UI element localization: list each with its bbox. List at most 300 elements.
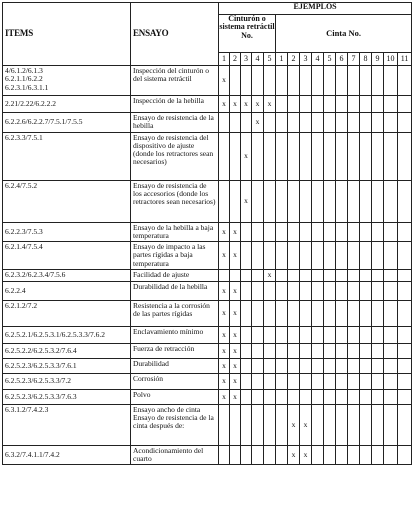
- mark-cell: [372, 269, 384, 281]
- mark-cell: [324, 300, 336, 326]
- mark-cell: [288, 389, 300, 404]
- mark-cell: [336, 389, 348, 404]
- mark-cell: [348, 373, 360, 389]
- mark-cell: [252, 389, 264, 404]
- mark-cell: [288, 300, 300, 326]
- mark-cell: [300, 242, 312, 270]
- mark-cell: x: [219, 281, 230, 300]
- mark-cell: [360, 242, 372, 270]
- row-ensayo: Ensayo de resistencia de los accesorios (donde los retractores sean necesarios): [131, 180, 219, 222]
- mark-cell: [398, 326, 412, 343]
- mark-cell: [276, 242, 288, 270]
- mark-cell: [264, 132, 276, 180]
- mark-cell: [276, 373, 288, 389]
- mark-cell: [241, 66, 252, 96]
- mark-cell: [348, 242, 360, 270]
- mark-cell: [372, 113, 384, 133]
- mark-cell: [312, 281, 324, 300]
- mark-cell: [312, 222, 324, 242]
- mark-cell: x: [288, 445, 300, 465]
- row-items: 2.21/2.22/6.2.2.2: [3, 96, 131, 113]
- mark-cell: [348, 389, 360, 404]
- mark-cell: [384, 96, 398, 113]
- mark-cell: [241, 358, 252, 373]
- mark-cell: [348, 300, 360, 326]
- mark-cell: x: [219, 326, 230, 343]
- mark-cell: [312, 180, 324, 222]
- mark-cell: [300, 269, 312, 281]
- mark-cell: [288, 281, 300, 300]
- mark-cell: [384, 343, 398, 358]
- mark-cell: [252, 343, 264, 358]
- mark-cell: x: [252, 96, 264, 113]
- mark-cell: [300, 300, 312, 326]
- mark-cell: [348, 358, 360, 373]
- mark-cell: [360, 222, 372, 242]
- mark-cell: [276, 222, 288, 242]
- column-number-cinta: 9: [372, 53, 384, 66]
- mark-cell: [300, 180, 312, 222]
- mark-cell: [398, 132, 412, 180]
- mark-cell: [384, 404, 398, 445]
- mark-cell: [252, 66, 264, 96]
- mark-cell: [348, 113, 360, 133]
- mark-cell: [398, 373, 412, 389]
- row-items: 6.2.5.2.2/6.2.5.3.2/7.6.4: [3, 343, 131, 358]
- table-row: [3, 326, 412, 343]
- mark-cell: [324, 404, 336, 445]
- mark-cell: [324, 66, 336, 96]
- mark-cell: [276, 445, 288, 465]
- mark-cell: [252, 300, 264, 326]
- mark-cell: [264, 373, 276, 389]
- mark-cell: [264, 326, 276, 343]
- mark-cell: [384, 180, 398, 222]
- row-ensayo: Enclavamiento mínimo: [131, 326, 219, 343]
- mark-cell: [252, 132, 264, 180]
- mark-cell: [219, 180, 230, 222]
- mark-cell: [348, 66, 360, 96]
- test-examples-table: [2, 2, 412, 465]
- mark-cell: x: [241, 96, 252, 113]
- header-items: ITEMS: [3, 3, 131, 66]
- mark-cell: [252, 404, 264, 445]
- mark-cell: [324, 389, 336, 404]
- column-number-cinturon: 2: [230, 53, 241, 66]
- mark-cell: [252, 445, 264, 465]
- mark-cell: [372, 242, 384, 270]
- table-row: [3, 404, 412, 445]
- mark-cell: [384, 358, 398, 373]
- mark-cell: x: [230, 222, 241, 242]
- mark-cell: [372, 132, 384, 180]
- mark-cell: [219, 132, 230, 180]
- table-row: [3, 389, 412, 404]
- row-items: 6.2.1.4/7.5.4: [3, 242, 131, 270]
- row-items: 6.2.5.2.3/6.2.5.3.3/7.6.1: [3, 358, 131, 373]
- mark-cell: [300, 132, 312, 180]
- mark-cell: [372, 358, 384, 373]
- mark-cell: [300, 326, 312, 343]
- row-items: 6.2.4/7.5.2: [3, 180, 131, 222]
- mark-cell: [300, 222, 312, 242]
- mark-cell: [398, 180, 412, 222]
- table-row: [3, 222, 412, 242]
- mark-cell: [288, 113, 300, 133]
- mark-cell: [360, 343, 372, 358]
- mark-cell: [372, 445, 384, 465]
- mark-cell: [276, 326, 288, 343]
- header-cinta: Cinta No.: [276, 15, 412, 53]
- row-ensayo: Ensayo de impacto a las partes rígidas a baja temperatura: [131, 242, 219, 270]
- mark-cell: [288, 373, 300, 389]
- mark-cell: [398, 113, 412, 133]
- mark-cell: [288, 222, 300, 242]
- mark-cell: [360, 445, 372, 465]
- header-ejemplos: EJEMPLOS: [219, 3, 412, 15]
- mark-cell: [241, 281, 252, 300]
- mark-cell: x: [219, 373, 230, 389]
- mark-cell: [384, 66, 398, 96]
- mark-cell: x: [252, 113, 264, 133]
- mark-cell: [312, 404, 324, 445]
- mark-cell: [398, 222, 412, 242]
- mark-cell: [384, 326, 398, 343]
- mark-cell: [336, 326, 348, 343]
- mark-cell: x: [241, 180, 252, 222]
- mark-cell: [288, 269, 300, 281]
- row-ensayo: Polvo: [131, 389, 219, 404]
- mark-cell: [264, 222, 276, 242]
- row-ensayo: Ensayo ancho de cinta Ensayo de resistencia de la cinta después de:: [131, 404, 219, 445]
- mark-cell: [336, 445, 348, 465]
- mark-cell: x: [219, 222, 230, 242]
- mark-cell: [398, 358, 412, 373]
- mark-cell: [312, 269, 324, 281]
- row-items: 6.2.3.3/7.5.1: [3, 132, 131, 180]
- mark-cell: [384, 389, 398, 404]
- mark-cell: [384, 373, 398, 389]
- row-items: 6.2.2.6/6.2.2.7/7.5.1/7.5.5: [3, 113, 131, 133]
- column-number-cinturon: 1: [219, 53, 230, 66]
- mark-cell: [360, 180, 372, 222]
- row-ensayo: Ensayo de resistencia de la hebilla: [131, 113, 219, 133]
- mark-cell: [384, 222, 398, 242]
- mark-cell: x: [219, 343, 230, 358]
- mark-cell: x: [230, 389, 241, 404]
- mark-cell: [241, 404, 252, 445]
- mark-cell: [324, 281, 336, 300]
- mark-cell: [372, 180, 384, 222]
- mark-cell: [252, 358, 264, 373]
- mark-cell: [360, 269, 372, 281]
- column-number-cinta: 7: [348, 53, 360, 66]
- mark-cell: [300, 66, 312, 96]
- mark-cell: [384, 242, 398, 270]
- mark-cell: [348, 445, 360, 465]
- table-row: [3, 300, 412, 326]
- table-row: [3, 66, 412, 96]
- row-ensayo: Facilidad de ajuste: [131, 269, 219, 281]
- mark-cell: [348, 180, 360, 222]
- mark-cell: [288, 242, 300, 270]
- column-number-cinta: 4: [312, 53, 324, 66]
- mark-cell: [300, 389, 312, 404]
- mark-cell: [360, 113, 372, 133]
- mark-cell: [372, 222, 384, 242]
- row-items: 4/6.1.2/6.1.3 6.2.1.1/6.2.2 6.2.3.1/6.3.1.1: [3, 66, 131, 96]
- mark-cell: [276, 269, 288, 281]
- table-row: [3, 269, 412, 281]
- mark-cell: [288, 96, 300, 113]
- mark-cell: [324, 96, 336, 113]
- row-items: 6.3.1.2/7.4.2.3: [3, 404, 131, 445]
- row-items: 6.3.2/7.4.1.1/7.4.2: [3, 445, 131, 465]
- column-number-cinturon: 3: [241, 53, 252, 66]
- mark-cell: [372, 373, 384, 389]
- header-cinturon: Cinturón o sistema retráctil No.: [219, 15, 276, 53]
- mark-cell: [336, 373, 348, 389]
- mark-cell: x: [241, 132, 252, 180]
- mark-cell: [219, 445, 230, 465]
- mark-cell: x: [230, 300, 241, 326]
- mark-cell: [372, 281, 384, 300]
- mark-cell: [324, 326, 336, 343]
- row-ensayo: Fuerza de retracción: [131, 343, 219, 358]
- mark-cell: [219, 113, 230, 133]
- mark-cell: [230, 404, 241, 445]
- mark-cell: x: [230, 96, 241, 113]
- mark-cell: [360, 389, 372, 404]
- mark-cell: [252, 281, 264, 300]
- mark-cell: [384, 132, 398, 180]
- mark-cell: [241, 269, 252, 281]
- mark-cell: x: [230, 343, 241, 358]
- mark-cell: [398, 96, 412, 113]
- column-number-cinta: 3: [300, 53, 312, 66]
- mark-cell: [336, 358, 348, 373]
- mark-cell: [276, 281, 288, 300]
- column-number-cinta: 10: [384, 53, 398, 66]
- mark-cell: x: [230, 281, 241, 300]
- mark-cell: [398, 66, 412, 96]
- mark-cell: [336, 300, 348, 326]
- mark-cell: [276, 358, 288, 373]
- mark-cell: [252, 222, 264, 242]
- mark-cell: [230, 445, 241, 465]
- mark-cell: [241, 113, 252, 133]
- mark-cell: [288, 132, 300, 180]
- mark-cell: [360, 358, 372, 373]
- column-number-cinta: 2: [288, 53, 300, 66]
- mark-cell: [372, 326, 384, 343]
- column-number-cinturon: 4: [252, 53, 264, 66]
- mark-cell: [252, 373, 264, 389]
- mark-cell: [324, 358, 336, 373]
- mark-cell: [398, 445, 412, 465]
- mark-cell: x: [300, 445, 312, 465]
- column-number-cinta: 1: [276, 53, 288, 66]
- column-number-cinta: 5: [324, 53, 336, 66]
- mark-cell: [336, 281, 348, 300]
- mark-cell: [252, 269, 264, 281]
- mark-cell: [276, 180, 288, 222]
- table-body: [3, 66, 412, 465]
- mark-cell: [372, 96, 384, 113]
- row-ensayo: Corrosión: [131, 373, 219, 389]
- mark-cell: [348, 222, 360, 242]
- mark-cell: x: [264, 96, 276, 113]
- mark-cell: [241, 389, 252, 404]
- mark-cell: x: [219, 96, 230, 113]
- mark-cell: [398, 389, 412, 404]
- row-ensayo: Durabilidad: [131, 358, 219, 373]
- table-row: [3, 242, 412, 270]
- row-ensayo: Durabilidad de la hebilla: [131, 281, 219, 300]
- mark-cell: x: [230, 326, 241, 343]
- mark-cell: [252, 326, 264, 343]
- table-row: [3, 96, 412, 113]
- row-ensayo: Ensayo de la hebilla a baja temperatura: [131, 222, 219, 242]
- mark-cell: [360, 404, 372, 445]
- mark-cell: [348, 132, 360, 180]
- mark-cell: [276, 96, 288, 113]
- mark-cell: [312, 242, 324, 270]
- mark-cell: [398, 281, 412, 300]
- mark-cell: [312, 300, 324, 326]
- row-ensayo: Acondicionamiento del cuarto: [131, 445, 219, 465]
- mark-cell: [300, 281, 312, 300]
- mark-cell: [372, 300, 384, 326]
- mark-cell: [324, 242, 336, 270]
- mark-cell: [264, 343, 276, 358]
- mark-cell: x: [264, 269, 276, 281]
- row-items: 6.2.2.3/7.5.3: [3, 222, 131, 242]
- mark-cell: [384, 281, 398, 300]
- mark-cell: [276, 404, 288, 445]
- mark-cell: [264, 358, 276, 373]
- mark-cell: x: [219, 389, 230, 404]
- mark-cell: [264, 404, 276, 445]
- mark-cell: [324, 373, 336, 389]
- mark-cell: [348, 269, 360, 281]
- mark-cell: [398, 300, 412, 326]
- row-items: 6.2.5.2.3/6.2.5.3.3/7.2: [3, 373, 131, 389]
- mark-cell: [264, 389, 276, 404]
- mark-cell: [398, 242, 412, 270]
- mark-cell: [360, 281, 372, 300]
- table-row: [3, 373, 412, 389]
- mark-cell: [336, 66, 348, 96]
- table-row: [3, 281, 412, 300]
- mark-cell: [372, 343, 384, 358]
- mark-cell: [241, 373, 252, 389]
- mark-cell: [300, 373, 312, 389]
- mark-cell: [398, 404, 412, 445]
- mark-cell: [398, 269, 412, 281]
- mark-cell: [288, 66, 300, 96]
- mark-cell: [336, 269, 348, 281]
- mark-cell: [360, 300, 372, 326]
- mark-cell: [276, 113, 288, 133]
- mark-cell: [324, 343, 336, 358]
- mark-cell: [230, 269, 241, 281]
- mark-cell: x: [219, 300, 230, 326]
- mark-cell: x: [230, 242, 241, 270]
- mark-cell: [230, 132, 241, 180]
- column-number-cinturon: 5: [264, 53, 276, 66]
- mark-cell: [312, 66, 324, 96]
- mark-cell: [336, 404, 348, 445]
- column-number-cinta: 8: [360, 53, 372, 66]
- mark-cell: [230, 180, 241, 222]
- mark-cell: [241, 300, 252, 326]
- row-items: 6.2.5.2.1/6.2.5.3.1/6.2.5.3.3/7.6.2: [3, 326, 131, 343]
- mark-cell: [348, 343, 360, 358]
- mark-cell: [276, 66, 288, 96]
- mark-cell: [288, 358, 300, 373]
- mark-cell: [241, 242, 252, 270]
- mark-cell: x: [300, 404, 312, 445]
- mark-cell: [312, 326, 324, 343]
- mark-cell: [300, 358, 312, 373]
- mark-cell: [360, 132, 372, 180]
- mark-cell: [276, 343, 288, 358]
- mark-cell: [300, 113, 312, 133]
- mark-cell: x: [230, 373, 241, 389]
- mark-cell: [398, 343, 412, 358]
- table-row: [3, 132, 412, 180]
- mark-cell: x: [230, 358, 241, 373]
- mark-cell: [264, 66, 276, 96]
- table-row: [3, 180, 412, 222]
- mark-cell: [348, 96, 360, 113]
- mark-cell: [324, 269, 336, 281]
- row-items: 6.2.1.2/7.2: [3, 300, 131, 326]
- mark-cell: [276, 300, 288, 326]
- mark-cell: x: [219, 358, 230, 373]
- mark-cell: [241, 326, 252, 343]
- mark-cell: [336, 96, 348, 113]
- mark-cell: [336, 180, 348, 222]
- mark-cell: [372, 389, 384, 404]
- mark-cell: [384, 269, 398, 281]
- mark-cell: [324, 132, 336, 180]
- mark-cell: [312, 358, 324, 373]
- mark-cell: [360, 326, 372, 343]
- mark-cell: [230, 66, 241, 96]
- mark-cell: [288, 180, 300, 222]
- mark-cell: x: [219, 242, 230, 270]
- mark-cell: [264, 113, 276, 133]
- mark-cell: [348, 326, 360, 343]
- mark-cell: [276, 132, 288, 180]
- mark-cell: x: [219, 66, 230, 96]
- mark-cell: [336, 222, 348, 242]
- column-number-cinta: 11: [398, 53, 412, 66]
- mark-cell: x: [288, 404, 300, 445]
- row-items: 6.2.5.2.3/6.2.5.3.3/7.6.3: [3, 389, 131, 404]
- mark-cell: [336, 242, 348, 270]
- mark-cell: [230, 113, 241, 133]
- mark-cell: [348, 404, 360, 445]
- mark-cell: [300, 96, 312, 113]
- row-items: 6.2.3.2/6.2.3.4/7.5.6: [3, 269, 131, 281]
- row-ensayo: Inspección de la hebilla: [131, 96, 219, 113]
- mark-cell: [348, 281, 360, 300]
- mark-cell: [372, 66, 384, 96]
- table-row: [3, 343, 412, 358]
